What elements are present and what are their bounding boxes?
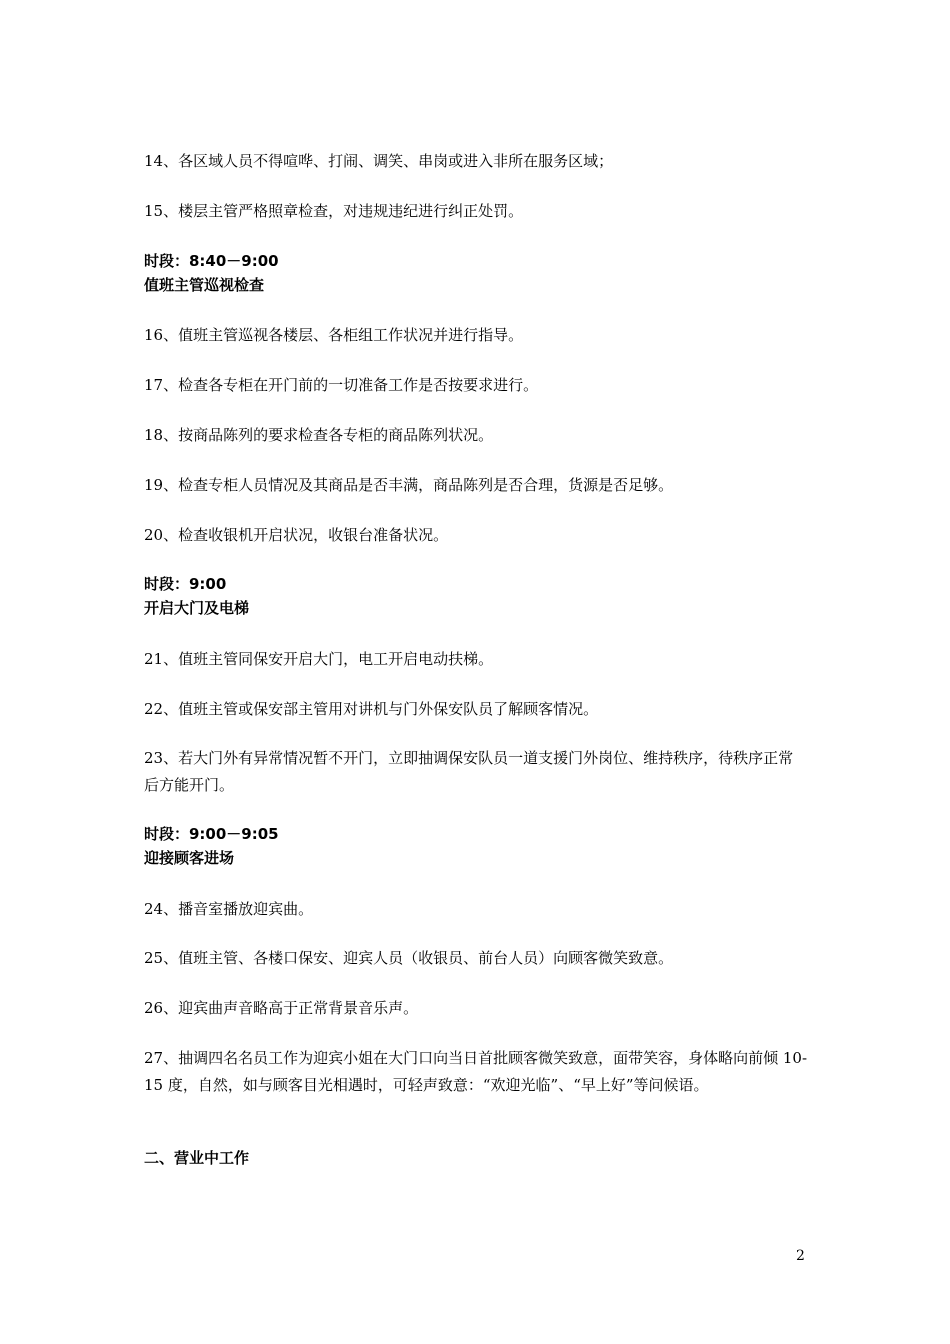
item-18: 18、按商品陈列的要求检查各专柜的商品陈列状况。 xyxy=(144,426,494,444)
page-number: 2 xyxy=(796,1248,805,1264)
item-17: 17、检查各专柜在开门前的一切准备工作是否按要求进行。 xyxy=(144,376,539,394)
section-title-2: 开启大门及电梯 xyxy=(144,599,250,617)
item-19: 19、检查专柜人员情况及其商品是否丰满，商品陈列是否合理，货源是否足够。 xyxy=(144,476,674,494)
item-27: 27、抽调四名名员工作为迎宾小姐在大门口向当日首批顾客微笑致意，面带笑容，身体略向前倾 10-15 度，自然，如与顾客目光相遇时，可轻声致意：“欢迎光临”、“早上好”等问候语。 xyxy=(144,1049,808,1094)
document-page xyxy=(144,0,808,1344)
section-title-1: 值班主管巡视检查 xyxy=(144,276,265,294)
item-22: 22、值班主管或保安部主管用对讲机与门外保安队员了解顾客情况。 xyxy=(144,700,599,718)
item-21: 21、值班主管同保安开启大门，电工开启电动扶梯。 xyxy=(144,650,494,668)
item-23: 23、若大门外有异常情况暂不开门，立即抽调保安队员一道支援门外岗位、维持秩序，待秩序正常后方能开门。 xyxy=(144,749,794,794)
item-15: 15、楼层主管严格照章检查，对违规违纪进行纠正处罚。 xyxy=(144,202,524,220)
item-20: 20、检查收银机开启状况，收银台准备状况。 xyxy=(144,526,449,544)
section-time-1: 时段：8:40－9:00 xyxy=(144,252,279,270)
section-time-2: 时段：9:00 xyxy=(144,575,227,593)
item-24: 24、播音室播放迎宾曲。 xyxy=(144,900,314,918)
part-heading: 二、营业中工作 xyxy=(144,1149,250,1167)
item-16: 16、值班主管巡视各楼层、各柜组工作状况并进行指导。 xyxy=(144,326,524,344)
section-title-3: 迎接顾客进场 xyxy=(144,849,235,867)
item-25: 25、值班主管、各楼口保安、迎宾人员（收银员、前台人员）向顾客微笑致意。 xyxy=(144,949,674,967)
section-time-3: 时段：9:00－9:05 xyxy=(144,825,279,843)
item-14: 14、各区域人员不得喧哗、打闹、调笑、串岗或进入非所在服务区域； xyxy=(144,152,614,170)
item-26: 26、迎宾曲声音略高于正常背景音乐声。 xyxy=(144,999,419,1017)
